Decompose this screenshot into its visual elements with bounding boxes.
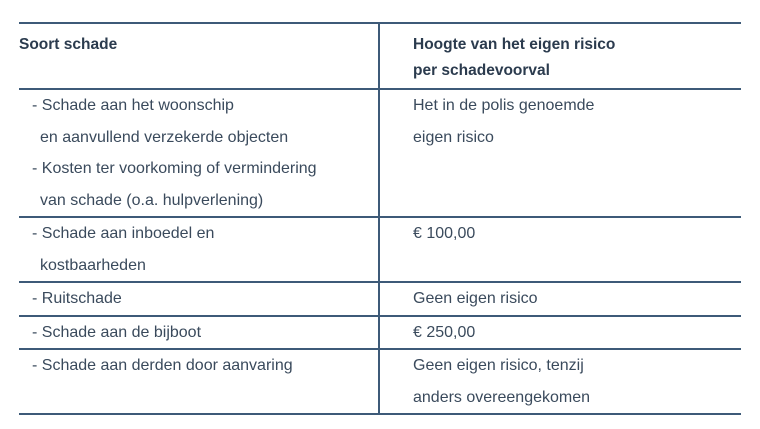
header-col2-line1: Hoogte van het eigen risico xyxy=(413,36,616,53)
row-text: kostbaarheden xyxy=(40,256,146,274)
table-row xyxy=(19,350,741,413)
row-text: € 250,00 xyxy=(413,323,476,341)
row-soort-schade xyxy=(19,283,380,315)
row-text: - Schade aan inboedel en xyxy=(32,225,215,242)
table-row xyxy=(19,283,741,317)
row-text: Het in de polis genoemde xyxy=(413,97,595,114)
row-eigen-risico xyxy=(380,350,741,413)
header-col2-line2: per schadevoorval xyxy=(413,62,550,79)
row-soort-schade xyxy=(19,218,380,281)
row-eigen-risico xyxy=(380,317,741,349)
row-text: - Kosten ter voorkoming of vermindering xyxy=(32,160,317,177)
row-text: - Schade aan derden door aanvaring xyxy=(32,357,293,374)
table-row xyxy=(19,90,741,218)
table-row xyxy=(19,317,741,351)
row-text: - Schade aan de bijboot xyxy=(32,323,202,341)
header-hoogte-eigen-risico xyxy=(380,24,741,88)
row-soort-schade xyxy=(19,317,380,349)
row-eigen-risico xyxy=(380,90,741,216)
table-header-row xyxy=(19,24,741,90)
row-soort-schade xyxy=(19,350,380,413)
table-row xyxy=(19,218,741,283)
row-text: - Schade aan het woonschip xyxy=(32,97,234,114)
eigen-risico-table xyxy=(19,22,741,415)
row-eigen-risico xyxy=(380,218,741,281)
row-text: eigen risico xyxy=(413,128,494,146)
row-text: - Ruitschade xyxy=(32,290,122,307)
row-text: anders overeengekomen xyxy=(413,388,591,406)
header-soort-schade xyxy=(19,24,380,88)
header-col1-text: Soort schade xyxy=(19,36,118,53)
row-text: van schade (o.a. hulpverlening) xyxy=(40,191,264,209)
row-text: Geen eigen risico xyxy=(413,290,538,307)
row-text: en aanvullend verzekerde objecten xyxy=(40,128,289,146)
row-eigen-risico xyxy=(380,283,741,315)
row-soort-schade xyxy=(19,90,380,216)
row-text: € 100,00 xyxy=(413,225,476,242)
row-text: Geen eigen risico, tenzij xyxy=(413,357,584,374)
